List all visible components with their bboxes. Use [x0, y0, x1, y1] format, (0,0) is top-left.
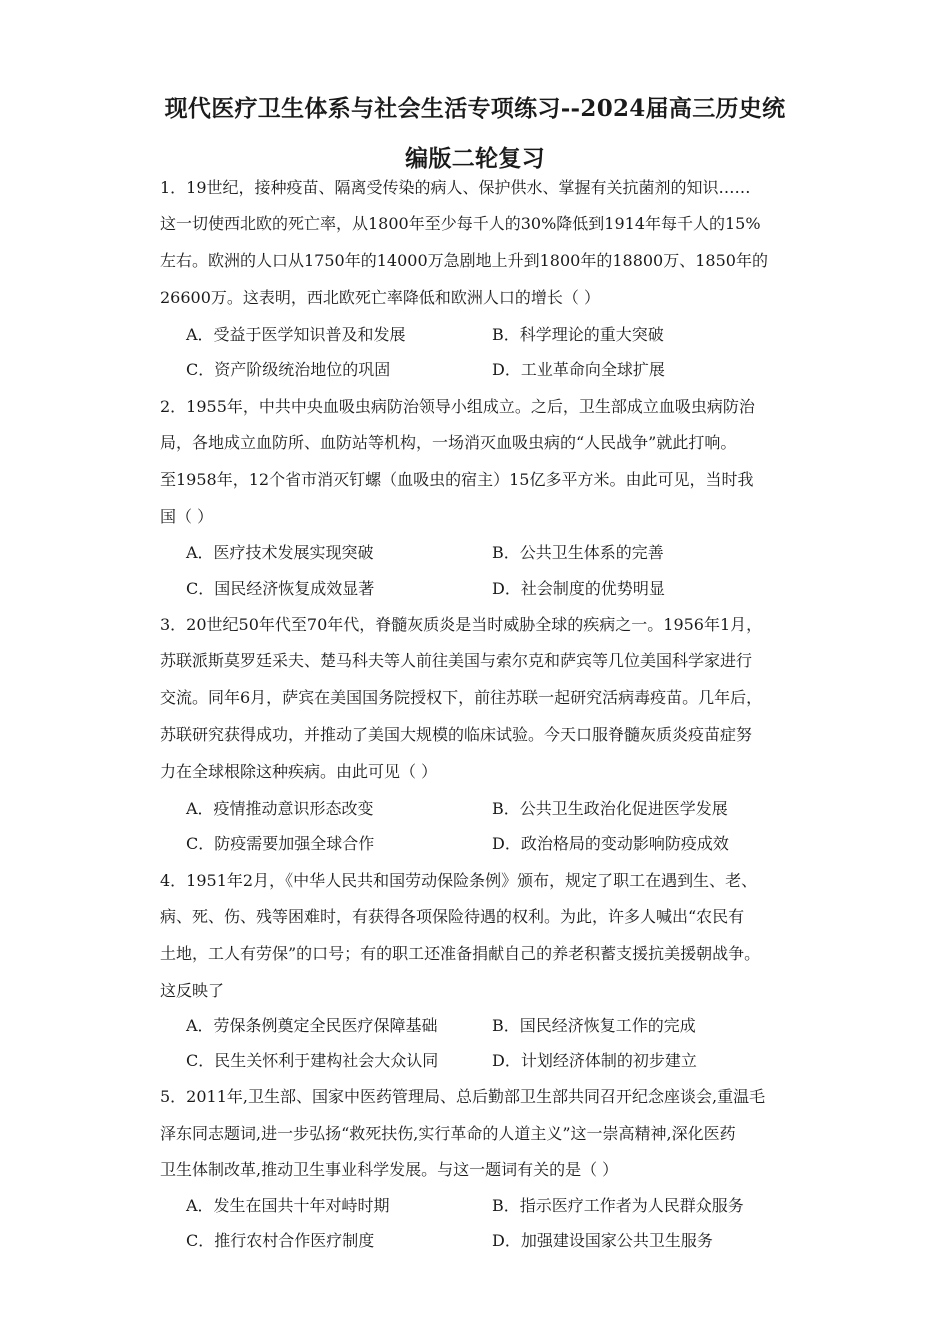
- question-1-option-b: B．科学理论的重大突破: [492, 325, 664, 344]
- question-1-option-d: D．工业革命向全球扩展: [492, 360, 665, 379]
- question-2-text-line: 国（ ）: [160, 507, 214, 526]
- question-4-text-line: 这反映了: [160, 981, 225, 1000]
- question-3-text-line: 苏联研究获得成功，并推动了美国大规模的临床试验。今天口服脊髓灰质炎疫苗症努: [160, 725, 753, 744]
- question-5-text-line: 5．2011年,卫生部、国家中医药管理局、总后勤部卫生部共同召开纪念座谈会,重温毛: [160, 1087, 766, 1106]
- question-5-option-a: A．发生在国共十年对峙时期: [186, 1196, 390, 1215]
- question-3-option-d: D．政治格局的变动影响防疫成效: [492, 834, 729, 853]
- question-1-text-line: 这一切使西北欧的死亡率，从1800年至少每千人的30%降低到1914年每千人的15%: [160, 214, 761, 233]
- question-2-option-d: D．社会制度的优势明显: [492, 579, 665, 598]
- question-4-text-line: 病、死、伤、残等困难时，有获得各项保险待遇的权利。为此，许多人喊出“农民有: [160, 907, 745, 926]
- question-4-option-c: C．民生关怀利于建构社会大众认同: [186, 1051, 439, 1070]
- question-2-option-a: A．医疗技术发展实现突破: [186, 543, 374, 562]
- question-4-text-line: 土地，工人有劳保”的口号；有的职工还准备捐献自己的养老积蓄支援抗美援朝战争。: [160, 944, 761, 963]
- question-5-text-line: 泽东同志题词,进一步弘扬“救死扶伤,实行革命的人道主义”这一崇高精神,深化医药: [160, 1124, 736, 1143]
- question-2-text-line: 至1958年，12个省市消灭钉螺（血吸虫的宿主）15亿多平方米。由此可见，当时我: [160, 470, 754, 489]
- question-1-option-c: C．资产阶级统治地位的巩固: [186, 360, 391, 379]
- question-3-option-a: A．疫情推动意识形态改变: [186, 799, 374, 818]
- question-1-option-a: A．受益于医学知识普及和发展: [186, 325, 406, 344]
- question-5-option-b: B．指示医疗工作者为人民群众服务: [492, 1196, 744, 1215]
- question-3-option-c: C．防疫需要加强全球合作: [186, 834, 375, 853]
- question-5-option-c: C．推行农村合作医疗制度: [186, 1231, 375, 1250]
- question-2-option-b: B．公共卫生体系的完善: [492, 543, 664, 562]
- question-1-text-line: 26600万。这表明，西北欧死亡率降低和欧洲人口的增长（ ）: [160, 288, 600, 307]
- question-3-text-line: 3．20世纪50年代至70年代，脊髓灰质炎是当时威胁全球的疾病之一。1956年1月，: [160, 615, 763, 634]
- question-4-text-line: 4．1951年2月，《中华人民共和国劳动保险条例》颁布，规定了职工在遇到生、老、: [160, 871, 758, 890]
- question-3-text-line: 苏联派斯莫罗廷采夫、楚马科夫等人前往美国与索尔克和萨宾等几位美国科学家进行: [160, 651, 753, 670]
- question-3-text-line: 力在全球根除这种疾病。由此可见（ ）: [160, 762, 438, 781]
- question-3-text-line: 交流。同年6月，萨宾在美国国务院授权下，前往苏联一起研究活病毒疫苗。几年后，: [160, 688, 763, 707]
- question-2-text-line: 2．1955年，中共中央血吸虫病防治领导小组成立。之后，卫生部成立血吸虫病防治: [160, 397, 755, 416]
- question-4-option-a: A．劳保条例奠定全民医疗保障基础: [186, 1016, 438, 1035]
- question-5-text-line: 卫生体制改革,推动卫生事业科学发展。与这一题词有关的是（ ）: [160, 1160, 619, 1179]
- question-2-option-c: C．国民经济恢复成效显著: [186, 579, 375, 598]
- question-1-text-line: 1．19世纪，接种疫苗、隔离受传染的病人、保护供水、掌握有关抗菌剂的知识……: [160, 178, 751, 197]
- question-5-option-d: D．加强建设国家公共卫生服务: [492, 1231, 713, 1250]
- question-1-text-line: 左右。欧洲的人口从1750年的14000万急剧地上升到1800年的18800万、1850年的: [160, 251, 768, 270]
- question-3-option-b: B．公共卫生政治化促进医学发展: [492, 799, 728, 818]
- question-2-text-line: 局，各地成立血防所、血防站等机构，一场消灭血吸虫病的“人民战争”就此打响。: [160, 433, 737, 452]
- question-4-option-d: D．计划经济体制的初步建立: [492, 1051, 697, 1070]
- document-title-line-2: 编版二轮复习: [405, 145, 545, 172]
- question-4-option-b: B．国民经济恢复工作的完成: [492, 1016, 696, 1035]
- document-title-line-1: 现代医疗卫生体系与社会生活专项练习--2024届高三历史统: [164, 95, 786, 122]
